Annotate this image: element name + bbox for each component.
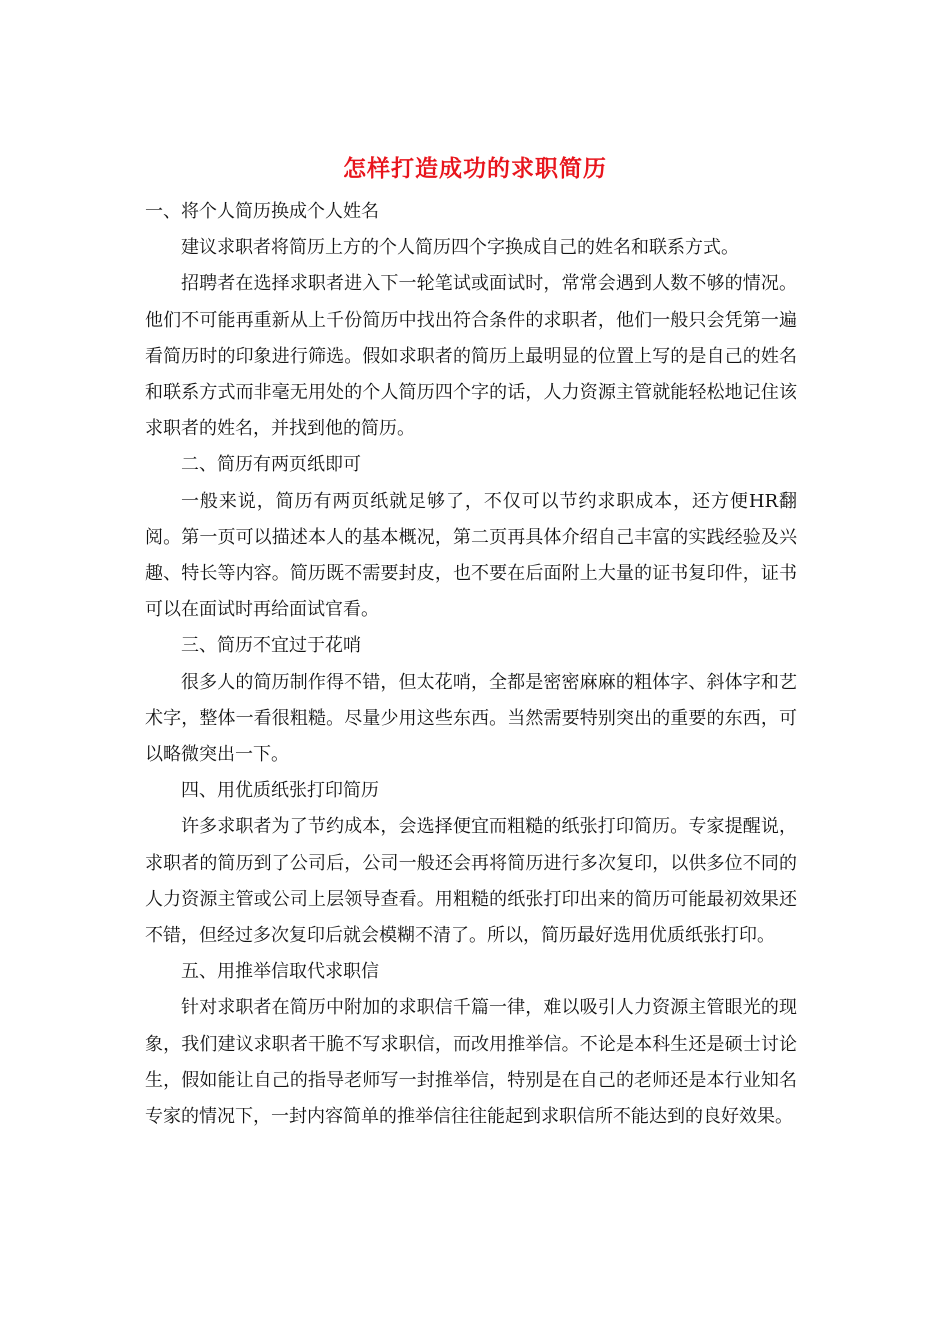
paragraph: 针对求职者在简历中附加的求职信千篇一律，难以吸引人力资源主管眼光的现象，我们建议求职者干脆不写求职信，而改用推举信。不论是本科生还是硕士讨论生，假如能让自己的指导老师写一封推举信，特别是在自己的老师还是本行业知名专家的情况下，一封内容简单的推举信往往能起到求职信所不能达到的良好效果。 bbox=[145, 997, 797, 1128]
paragraph: 招聘者在选择求职者进入下一轮笔试或面试时，常常会遇到人数不够的情况。他们不可能再重新从上千份简历中找出符合条件的求职者，他们一般只会凭第一遍看简历时的印象进行筛选。假如求职者的简历上最明显的位置上写的是自己的姓名和联系方式而非毫无用处的个人简历四个字的话，人力资源主管就能轻松地记住该求职者的姓名，并找到他的简历。 bbox=[145, 273, 797, 440]
paragraph: 建议求职者将简历上方的个人简历四个字换成自己的姓名和联系方式。 bbox=[181, 237, 739, 259]
paragraph: 一般来说，简历有两页纸就足够了，不仅可以节约求职成本，还方便HR翻阅。第一页可以描述本人的基本概况，第二页再具体介绍自己丰富的实践经验及兴趣、特长等内容。简历既不需要封皮，也不要在后面附上大量的证书复印件，证书可以在面试时再给面试官看。 bbox=[145, 490, 797, 621]
section-heading-5: 五、用推举信取代求职信 bbox=[181, 961, 379, 983]
section-heading-4: 四、用优质纸张打印简历 bbox=[181, 780, 379, 802]
document-title: 怎样打造成功的求职简历 bbox=[343, 155, 607, 182]
section-heading-1: 一、将个人简历换成个人姓名 bbox=[145, 201, 379, 222]
paragraph: 很多人的简历制作得不错，但太花哨，全都是密密麻麻的粗体字、斜体字和艺术字，整体一看很粗糙。尽量少用这些东西。当然需要特别突出的重要的东西，可以略微突出一下。 bbox=[145, 671, 797, 766]
section-heading-2: 二、简历有两页纸即可 bbox=[181, 454, 361, 476]
section-heading-3: 三、简历不宜过于花哨 bbox=[181, 635, 361, 657]
document-body bbox=[145, 194, 797, 1135]
paragraph: 许多求职者为了节约成本，会选择便宜而粗糙的纸张打印简历。专家提醒说，求职者的简历到了公司后，公司一般还会再将简历进行多次复印，以供多位不同的人力资源主管或公司上层领导查看。用粗糙的纸张打印出来的简历可能最初效果还不错，但经过多次复印后就会模糊不清了。所以，简历最好选用优质纸张打印。 bbox=[145, 816, 797, 947]
